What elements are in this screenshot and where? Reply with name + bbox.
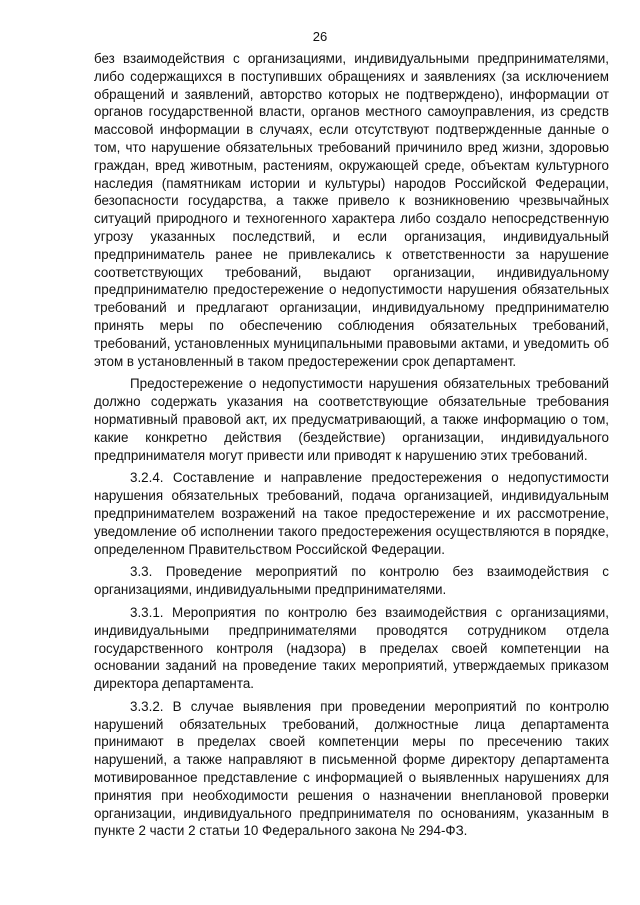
paragraph-3-2-4: 3.2.4. Составление и направление предостережения о недопустимости нарушения обязательных требований, подача организацией, индивидуальным предпринимателем возражений на такое предостережение и их рассмотрение, уведомление об исполнении такого предостережения осуществляются в порядке, определенном Правительством Российской Федерации. xyxy=(94,470,609,557)
paragraph-3-3: 3.3. Проведение мероприятий по контролю без взаимодействия с организациями, индивидуальными предпринимателями. xyxy=(94,564,609,598)
page-number: 26 xyxy=(312,29,328,44)
paragraph-3-3-2: 3.3.2. В случае выявления при проведении мероприятий по контролю нарушений обязательных требований, должностные лица департамента принимают в пределах своей компетенции меры по пресечению таких нарушений, а также направляют в письменной форме директору департамента мотивированное представление с информацией о выявленных нарушениях для принятия при необходимости решения о назначении внеплановой проверки организации, индивидуального предпринимателя по основаниям, указанным в пункте 2 части 2 статьи 10 Федерального закона № 294-ФЗ. xyxy=(94,698,609,839)
paragraph-continuation: без взаимодействия с организациями, индивидуальными предпринимателями, либо содержащихся в поступивших обращениях и заявлениях (за исключением обращений и заявлений, авторство которых не подтверждено), информации от органов государственной власти, органов местного самоуправления, из средств массовой информации в случаях, если отсутствуют подтвержденные данные о том, что нарушение обязательных требований причинило вред жизни, здоровью граждан, вред животным, растениям, окружающей среде, объектам культурного наследия (памятникам истории и культуры) народов Российской Федерации, безопасности государства, а также привело к возникновению чрезвычайных ситуаций природного и техногенного характера либо создало непосредственную угрозу указанных последствий, и если организация, индивидуальный предприниматель ранее не привлекались к ответственности за нарушение соответствующих требований, выдают организации, индивидуальному предпринимателю предостережение о недопустимости нарушения обязательных требований и предлагают организации, индивидуальному предпринимателю принять меры по обеспечению соблюдения обязательных требований, требований, установленных муниципальными правовыми актами, и уведомить об этом в установленный в таком предостережении срок департамент. xyxy=(94,51,609,369)
paragraph-3-3-1: 3.3.1. Мероприятия по контролю без взаимодействия с организациями, индивидуальными предпринимателями проводятся сотрудником отдела государственного контроля (надзора) в пределах своей компетенции на основании заданий на проведение таких мероприятий, утверждаемых приказом директора департамента. xyxy=(94,604,609,692)
paragraph-warning-content: Предостережение о недопустимости нарушения обязательных требований должно содержать указания на соответствующие обязательные требования нормативный правовой акт, их предусматривающий, а также информацию о том, какие конкретно действия (бездействие) организации, индивидуального предпринимателя могут привести или приводят к нарушению этих требований. xyxy=(94,376,609,463)
document-body xyxy=(94,50,609,840)
